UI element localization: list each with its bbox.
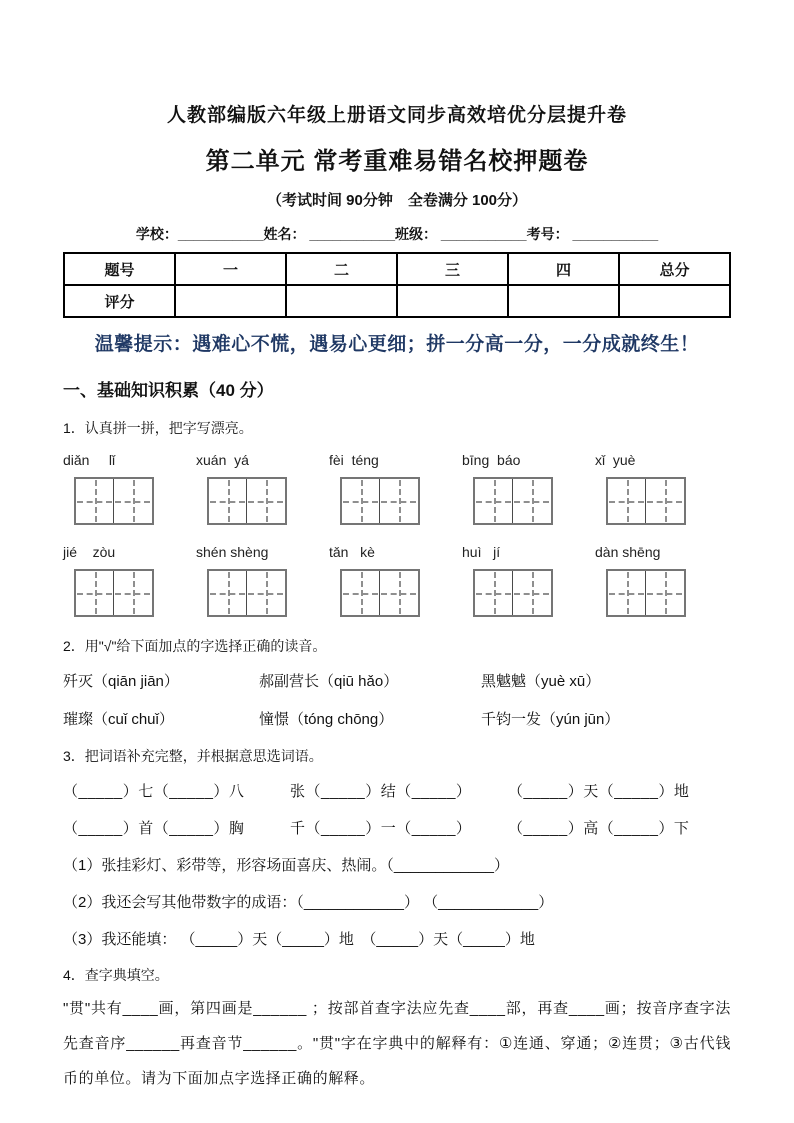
score-input-cell <box>175 285 286 317</box>
q2-row-1 <box>63 670 731 691</box>
tianzige-cell <box>246 571 284 615</box>
score-header-total: 总分 <box>619 253 730 285</box>
tip-banner: 温馨提示：遇难心不慌，遇易心更细；拼一分高一分，一分成就终生！ <box>94 334 700 355</box>
score-input-cell <box>508 285 619 317</box>
q3-row-1 <box>63 780 731 801</box>
q4-body: "贯"共有____画，第四画是______ ；按部首查字法应先查____部，再查____画；按音序查字法先查音序______再查音节______。"贯"字在字典中的解释有：①连通、穿通；②连贯；③古代钱币的单位。请为下面加点字选择正确的解释。 <box>63 1000 731 1087</box>
tianzige-box <box>473 477 553 525</box>
tianzige-cell <box>379 479 417 523</box>
q2-item: 黑魆魆（yuè xū） <box>481 673 601 690</box>
q3-item: （_____）高（_____）下 <box>508 820 690 837</box>
score-input-cell <box>619 285 730 317</box>
q3-item: 千（_____）一（_____） <box>290 820 472 837</box>
q2-row-2 <box>63 708 731 729</box>
pinyin-item: jié zòu <box>63 544 116 560</box>
tianzige-cell <box>512 479 550 523</box>
q3-item: 张（_____）结（_____） <box>290 783 472 800</box>
q2-item: 郝副营长（qiū hǎo） <box>259 673 399 690</box>
pinyin-item: shén shèng <box>196 544 269 560</box>
tianzige-cell <box>475 479 512 523</box>
score-header-4: 四 <box>508 253 619 285</box>
tianzige-box <box>207 477 287 525</box>
score-row-label: 评分 <box>64 285 175 317</box>
tianzige-cell <box>342 571 379 615</box>
tianzige-box <box>207 569 287 617</box>
score-header-2: 二 <box>286 253 397 285</box>
q3-sub-3: （3）我还能填： （_____）天（_____）地 （_____）天（_____）地 <box>63 931 535 948</box>
q2-item: 憧憬（tóng chōng） <box>259 711 394 728</box>
tianzige-cell <box>113 571 151 615</box>
pinyin-item: tǎn kè <box>329 544 375 560</box>
q2-item: 璀璨（cuǐ chuǐ） <box>63 711 174 728</box>
tianzige-cell <box>645 571 683 615</box>
doc-subtitle: 第二单元 常考重难易错名校押题卷 <box>205 148 589 175</box>
q3-item: （_____）天（_____）地 <box>508 783 690 800</box>
tianzige-cell <box>512 571 550 615</box>
tianzige-box <box>74 569 154 617</box>
q3-item: （_____）首（_____）胸 <box>63 820 245 837</box>
q3-sub-1: （1）张挂彩灯、彩带等，形容场面喜庆、热闹。（____________） <box>63 857 509 874</box>
tianzige-cell <box>475 571 512 615</box>
q3-row-2 <box>63 817 731 838</box>
score-table-value-row <box>64 285 730 317</box>
pinyin-item: diǎn lǐ <box>63 452 116 468</box>
q1-label: 1．认真拼一拼，把字写漂亮。 <box>63 420 253 436</box>
tianzige-cell <box>379 571 417 615</box>
score-header-1: 一 <box>175 253 286 285</box>
tianzige-cell <box>608 479 645 523</box>
pinyin-item: bīng báo <box>462 452 521 468</box>
score-header-3: 三 <box>397 253 508 285</box>
score-input-cell <box>397 285 508 317</box>
score-table-header-row <box>64 253 730 285</box>
q4-label: 4．查字典填空。 <box>63 967 169 983</box>
tianzige-box <box>340 477 420 525</box>
pinyin-row-1 <box>63 452 731 468</box>
score-header-timu: 题号 <box>64 253 175 285</box>
exam-info: （考试时间 90分钟 全卷满分 100分） <box>266 192 528 209</box>
pinyin-item: dàn shēng <box>595 544 661 560</box>
tianzige-cell <box>645 479 683 523</box>
pinyin-row-2 <box>63 544 731 560</box>
pinyin-item: huì jí <box>462 544 501 560</box>
q3-label: 3．把词语补充完整，并根据意思选词语。 <box>63 748 323 764</box>
tianzige-box <box>606 477 686 525</box>
pinyin-item: xuán yá <box>196 452 249 468</box>
q3-sub-2: （2）我还会写其他带数字的成语：（____________） （____________） <box>63 894 554 911</box>
q2-label: 2．用"√"给下面加点的字选择正确的读音。 <box>63 638 327 654</box>
writing-box-row-2 <box>63 569 731 617</box>
tianzige-box <box>473 569 553 617</box>
tianzige-cell <box>76 571 113 615</box>
tianzige-cell <box>113 479 151 523</box>
tianzige-cell <box>246 479 284 523</box>
doc-title: 人教部编版六年级上册语文同步高效培优分层提升卷 <box>166 105 627 126</box>
tianzige-cell <box>608 571 645 615</box>
tianzige-cell <box>76 479 113 523</box>
q2-item: 千钧一发（yún jūn） <box>481 711 620 728</box>
score-input-cell <box>286 285 397 317</box>
pinyin-item: fèi téng <box>329 452 379 468</box>
tianzige-box <box>74 477 154 525</box>
q3-item: （_____）七（_____）八 <box>63 783 245 800</box>
tianzige-cell <box>209 479 246 523</box>
section1-heading: 一、基础知识积累（40 分） <box>63 381 274 400</box>
pinyin-item: xǐ yuè <box>595 452 636 468</box>
writing-box-row-1 <box>63 477 731 525</box>
score-table <box>63 252 731 318</box>
tianzige-box <box>340 569 420 617</box>
student-info-line: 学校：___________姓名： ___________班级： ___________考号： ___________ <box>135 226 659 242</box>
q2-item: 歼灭（qiān jiān） <box>63 673 179 690</box>
tianzige-cell <box>209 571 246 615</box>
tianzige-box <box>606 569 686 617</box>
tianzige-cell <box>342 479 379 523</box>
